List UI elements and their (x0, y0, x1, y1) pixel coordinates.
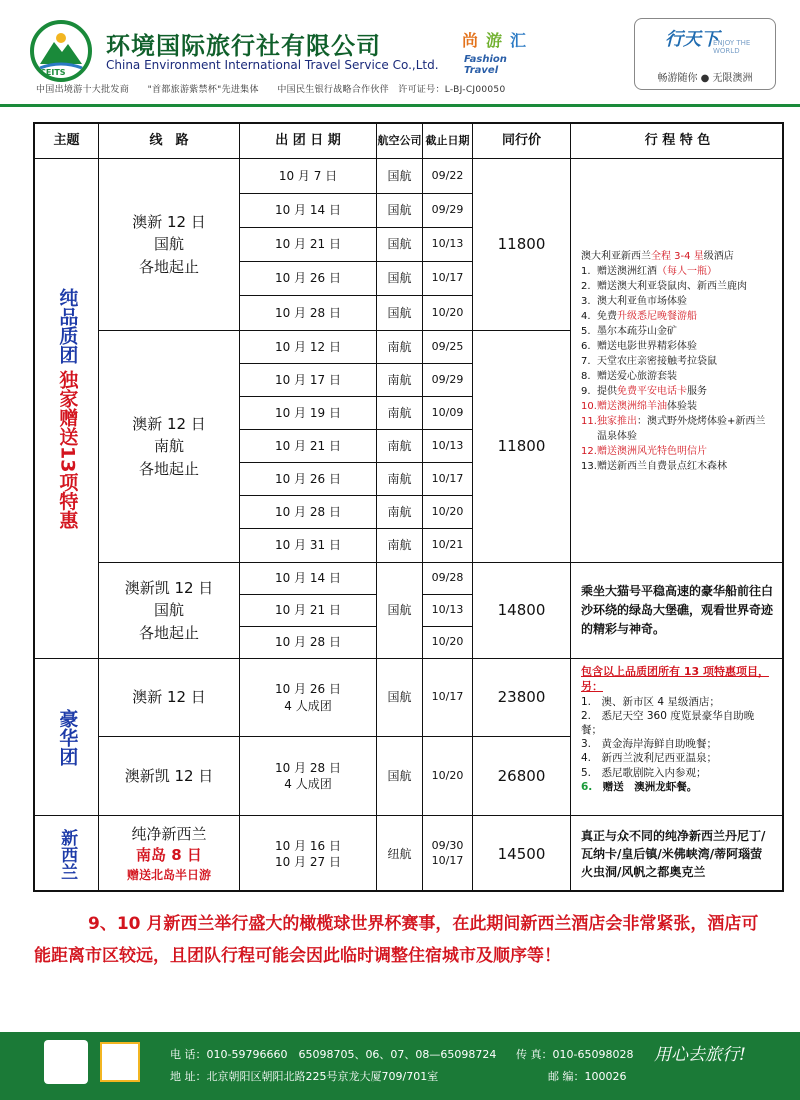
airline-cell: 南航 (377, 397, 423, 430)
date-cell: 10 月 17 日 (240, 364, 377, 397)
feature-item (581, 414, 774, 444)
price-cell: 23800 (473, 659, 571, 737)
deadline-cell: 10/20 (423, 737, 473, 816)
feature-item (581, 264, 774, 279)
route-1-line2: 国航 (153, 235, 184, 254)
airline-cell: 国航 (377, 228, 423, 262)
feature-item (581, 294, 774, 309)
feature-item-number: 9. (581, 386, 591, 397)
deadline-cell: 10/13 (423, 595, 473, 627)
airline-cell: 国航 (377, 262, 423, 296)
theme-nz-text: 新西兰 (57, 828, 78, 880)
theme-luxury (35, 659, 99, 816)
features-reef: 乘坐大猫号平稳高速的豪华船前往白沙环绕的绿岛大堡礁，观看世界奇迹的精彩与神奇。 (571, 563, 784, 659)
date-cell: 10 月 14 日 (240, 194, 377, 228)
date-cell: 10 月 21 日 (240, 595, 377, 627)
feature-item-number: 4. (581, 311, 591, 322)
tagline: 中国出境游十大批发商 "首都旅游紫禁杯"先进集体 中国民生银行战略合作伙伴 许可证号：L-BJ-CJ00050 (36, 85, 506, 95)
divider (0, 104, 800, 107)
header-price: 同行价 (473, 124, 571, 159)
route-2-line3: 各地起止 (138, 459, 199, 478)
deadline-cell: 10/21 (423, 529, 473, 563)
lux-item: 4. 新西兰波利尼西亚温泉； (581, 752, 718, 765)
deadline-cell: 10/09 (423, 397, 473, 430)
notice-text: 9、10 月新西兰举行盛大的橄榄球世界杯赛事，在此期间新西兰酒店会非常紧张，酒店可能距离市区较远，且团队行程可能会因此临时调整住宿城市及顺序等！ (34, 914, 759, 967)
feature-item-text-a: 赠送新西兰自费景点红木森林 (597, 461, 727, 472)
nz-date-1: 10 月 16 日 (275, 838, 341, 853)
theme-luxury-text: 豪华团 (56, 708, 79, 766)
footer-address: 地 址：北京朝阳区朝阳北路225号京龙大厦709/701室 (170, 1070, 439, 1083)
route-3-line2: 国航 (153, 601, 184, 620)
deadline-cell: 10/17 (423, 463, 473, 496)
footer-zip: 邮 编：100026 (548, 1070, 627, 1083)
date-cell: 10 月 21 日 (240, 228, 377, 262)
feature-item (581, 369, 774, 384)
route-lux-2: 澳新凯 12 日 (99, 737, 240, 816)
nz-dl-2: 10/17 (431, 854, 464, 867)
feature-item-text (597, 339, 697, 354)
feature-item-text-b: （每人一瓶） (657, 266, 717, 277)
theme-nz (35, 816, 99, 892)
date-cell: 10 月 7 日 (240, 159, 377, 194)
feature-item-text-a: 天堂农庄亲密接触考拉袋鼠 (597, 356, 717, 367)
feature-item-number: 1. (581, 266, 591, 277)
lux-item-6 (581, 780, 697, 794)
footer-phone: 电 话：010-59796660 65098705、06、07、08—65098724 (170, 1048, 497, 1061)
route-1-line1: 澳新 12 日 (132, 212, 206, 231)
date-cell-lux-1 (240, 659, 377, 737)
price-cell: 11800 (473, 331, 571, 563)
badge-char-2: 游 (486, 31, 503, 50)
badge-char-1: 尚 (462, 31, 479, 50)
features-intro-b: 全程 3-4 星 (651, 251, 704, 262)
airline-cell: 国航 (377, 659, 423, 737)
lux-item: 3. 黄金海岸海鲜自助晚餐； (581, 738, 718, 751)
route-lux-1: 澳新 12 日 (99, 659, 240, 737)
feature-item-number: 8. (581, 371, 591, 382)
feature-item-text-a: 赠送澳洲红酒 (597, 266, 657, 277)
deadline-cell: 10/20 (423, 296, 473, 331)
feature-item-text-a: 提供 (597, 386, 617, 397)
lux-title: 包含以上品质团所有 13 项特惠项目，另： (581, 665, 769, 693)
route-2-line1: 澳新 12 日 (132, 414, 206, 433)
price-cell: 11800 (473, 159, 571, 331)
route-group-1 (99, 159, 240, 331)
feature-item-text (597, 309, 697, 324)
feature-item-text (597, 279, 747, 294)
feature-item-number: 5. (581, 326, 591, 337)
deadline-cell: 09/28 (423, 563, 473, 595)
feature-item-number: 6. (581, 341, 591, 352)
lux-item: 5. 悉尼歌剧院入内参观； (581, 766, 707, 779)
route-2-line2: 南航 (153, 437, 184, 456)
feature-item-text-b: 免费平安电话卡 (617, 386, 687, 397)
airline-cell: 南航 (377, 364, 423, 397)
footer-fax: 传 真：010-65098028 (516, 1048, 634, 1061)
feature-item-number: 7. (581, 356, 591, 367)
airline-cell: 南航 (377, 463, 423, 496)
feature-item-text (597, 294, 687, 309)
feature-item-text-b: 独家推出 (597, 416, 637, 427)
features-luxury (571, 659, 784, 816)
feature-item (581, 444, 774, 459)
company-name-cn: 环境国际旅行社有限公司 (106, 31, 381, 60)
airline-cell: 南航 (377, 430, 423, 463)
brand-sub: ENJOY THE WORLD (713, 39, 751, 55)
feature-item-number: 11. (581, 416, 597, 427)
badge-en: Fashion Travel (464, 54, 507, 76)
date-cell: 10 月 21 日 (240, 430, 377, 463)
feature-item-number: 10. (581, 401, 597, 412)
header-deadline: 截止日期 (423, 124, 473, 159)
theme-quality-red: 独家赠送13项特惠 (56, 369, 79, 530)
brand-box (634, 18, 776, 90)
feature-item (581, 354, 774, 369)
feature-item-text (597, 384, 707, 399)
lux-item-6-t: 赠送 澳洲龙虾餐。 (592, 780, 698, 793)
feature-item-text-a: 免费 (597, 311, 617, 322)
deadline-cell: 09/29 (423, 364, 473, 397)
header-theme: 主题 (35, 124, 99, 159)
route-3-line1: 澳新凯 12 日 (124, 578, 214, 597)
theme-quality-blue: 纯品质团 (56, 287, 79, 364)
date-cell: 10 月 19 日 (240, 397, 377, 430)
feature-item-text-c: 体验装 (667, 401, 697, 412)
airline-cell: 纽航 (377, 816, 423, 892)
date-cell: 10 月 12 日 (240, 331, 377, 364)
lux-list (581, 695, 774, 780)
date-cell: 10 月 14 日 (240, 563, 377, 595)
route-group-2 (99, 331, 240, 563)
airline-cell: 南航 (377, 331, 423, 364)
nz-dl-1: 09/30 (431, 839, 464, 853)
deadline-cell: 10/13 (423, 228, 473, 262)
deadline-cell-nz (423, 816, 473, 892)
airline-cell: 南航 (377, 529, 423, 563)
route-1-line3: 各地起止 (138, 257, 199, 276)
feature-item-text-c: 服务 (687, 386, 707, 397)
route-nz-line1: 纯净新西兰 (131, 824, 207, 843)
deadline-cell: 10/20 (423, 496, 473, 529)
company-name-en: China Environment International Travel Service Co.,Ltd. (106, 58, 439, 72)
feature-item-text-a: 赠送爱心旅游套装 (597, 371, 677, 382)
feature-item-text-a: 赠送电影世界精彩体验 (597, 341, 697, 352)
deadline-cell: 10/17 (423, 262, 473, 296)
feature-item (581, 399, 774, 414)
features-intro-a: 澳大利亚新西兰 (581, 251, 651, 262)
route-group-3 (99, 563, 240, 659)
lux-item: 1. 澳、新市区 4 星级酒店； (581, 695, 720, 708)
feature-item-text-a: 墨尔本疏芬山金矿 (597, 326, 677, 337)
date-cell-nz (240, 816, 377, 892)
price-cell: 14800 (473, 563, 571, 659)
deadline-cell: 10/13 (423, 430, 473, 463)
airline-cell: 国航 (377, 159, 423, 194)
route-3-line3: 各地起止 (138, 623, 199, 642)
feature-item-text (597, 264, 717, 279)
theme-quality (35, 159, 99, 659)
route-nz (99, 816, 240, 892)
date-cell: 10 月 26 日 (240, 463, 377, 496)
brand-slogan: 畅游随你 ● 无限澳洲 (657, 73, 753, 84)
feature-item-text-b: 赠送澳洲绵羊油 (597, 401, 667, 412)
tour-table (33, 122, 784, 892)
feature-item-text (597, 369, 677, 384)
feature-item (581, 279, 774, 294)
date-cell-lux-2 (240, 737, 377, 816)
route-nz-line3: 赠送北岛半日游 (126, 868, 211, 883)
footer-slogan: 用心去旅行! (654, 1045, 746, 1065)
feature-item (581, 324, 774, 339)
feature-item-number: 13. (581, 461, 597, 472)
feature-item-text (597, 354, 717, 369)
feature-item-number: 12. (581, 446, 597, 457)
airline-cell: 国航 (377, 563, 423, 659)
feature-item-text-a: 澳大利亚鱼市场体验 (597, 296, 687, 307)
route-nz-line2: 南岛 8 日 (136, 846, 202, 865)
feature-item-text (597, 459, 727, 474)
feature-item-text (597, 324, 677, 339)
logo-subtext: CEITS (40, 68, 66, 77)
feature-item (581, 384, 774, 399)
features-intro-c: 级酒店 (703, 251, 734, 262)
feature-item (581, 459, 774, 474)
deadline-cell: 09/25 (423, 331, 473, 364)
price-cell: 14500 (473, 816, 571, 892)
header-features: 行 程 特 色 (571, 124, 784, 159)
header-dates: 出 团 日 期 (240, 124, 377, 159)
deadline-cell: 09/29 (423, 194, 473, 228)
airline-cell: 国航 (377, 296, 423, 331)
deadline-cell: 10/17 (423, 659, 473, 737)
features-intro (581, 249, 734, 264)
airline-cell: 国航 (377, 194, 423, 228)
fashion-travel-badge (462, 28, 538, 74)
lux-item-6-n: 6. (581, 780, 593, 793)
brand-title: 行天下 (665, 29, 719, 50)
feature-item-number: 2. (581, 281, 591, 292)
page-footer (0, 1032, 800, 1100)
deadline-cell: 10/20 (423, 627, 473, 659)
deadline-cell: 09/22 (423, 159, 473, 194)
feature-item-text-b: 赠送澳洲风光特色明信片 (597, 446, 707, 457)
price-cell: 26800 (473, 737, 571, 816)
feature-item-text (597, 444, 707, 459)
lux-2-date: 10 月 28 日 (275, 760, 341, 775)
lux-1-date: 10 月 26 日 (275, 682, 341, 697)
page-header (0, 0, 800, 105)
feature-item-text (597, 414, 774, 444)
feature-item (581, 309, 774, 324)
date-cell: 10 月 31 日 (240, 529, 377, 563)
airline-cell: 南航 (377, 496, 423, 529)
date-cell: 10 月 28 日 (240, 627, 377, 659)
header-airline: 航空公司 (377, 124, 423, 159)
lux-1-min: 4 人成团 (284, 698, 332, 713)
header-route: 线 路 (99, 124, 240, 159)
airline-cell: 国航 (377, 737, 423, 816)
badge-char-3: 汇 (510, 31, 527, 50)
feature-item-text-c: ：澳式野外烧烤体验+新西兰温泉体验 (597, 416, 766, 442)
feature-item (581, 339, 774, 354)
footer-badge-icon (100, 1042, 140, 1082)
features-nz: 真正与众不同的纯净新西兰丹尼丁/瓦纳卡/皇后镇/米佛峡湾/蒂阿瑙萤火虫洞/风帆之都奥克兰 (581, 829, 766, 879)
date-cell: 10 月 26 日 (240, 262, 377, 296)
date-cell: 10 月 28 日 (240, 496, 377, 529)
nz-date-2: 10 月 27 日 (275, 855, 341, 869)
feature-item-text-b: 升级悉尼晚餐游船 (617, 311, 697, 322)
feature-item-text-a: 赠送澳大利亚袋鼠肉、新西兰鹿肉 (597, 281, 747, 292)
feature-item-number: 3. (581, 296, 591, 307)
footer-logo-icon (44, 1040, 88, 1084)
date-cell: 10 月 28 日 (240, 296, 377, 331)
features-list (581, 264, 774, 474)
feature-item-text (597, 399, 697, 414)
lux-2-min: 4 人成团 (284, 777, 332, 791)
lux-item: 2. 悉尼天空 360 度览景豪华自助晚餐； (581, 709, 755, 737)
features-quality (571, 159, 784, 563)
